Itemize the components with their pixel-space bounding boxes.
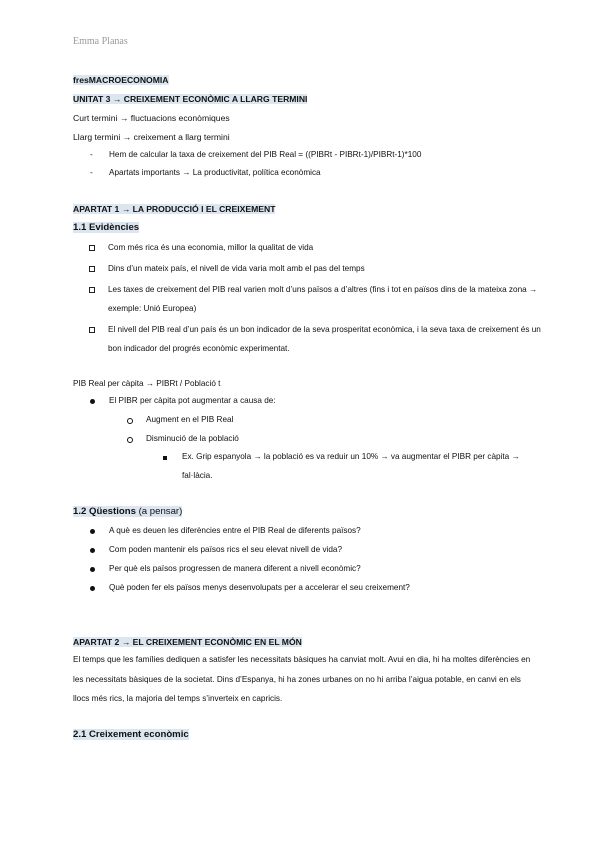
bullet-item-text: El PIBR per càpita pot augmentar a causa de: — [109, 396, 276, 405]
subsection-heading-1-1 — [73, 222, 139, 234]
course-title — [73, 74, 169, 86]
checklist-item-text: El nivell del PIB real d’un país és un bon indicador de la seva prosperitat econòmica, i la seva taxa de creixement és un bon indicador del progrés econòmic experimentat. — [108, 325, 541, 353]
checkbox-icon — [89, 266, 95, 272]
dash-item — [90, 168, 321, 177]
bullet-dot-icon — [90, 529, 95, 534]
unit-title — [73, 93, 307, 105]
long-term-line: Llarg termini → creixement a llarg termini — [73, 132, 230, 142]
course-title-text: fresMACROECONOMIA — [73, 75, 169, 85]
question-text: A què es deuen les diferències entre el PIB Real de diferents països? — [109, 526, 361, 535]
example-text: Ex. Grip espanyola → la població es va reduir un 10% → va augmentar el PIBR per càpita → fal·làcia. — [182, 452, 520, 480]
checklist-item-text: Dins d’un mateix país, el nivell de vida varia molt amb el pas del temps — [108, 264, 365, 273]
checkbox-icon — [89, 245, 95, 251]
subsection-heading-main: 1.2 Qüestions — [73, 506, 136, 517]
question-text: Per què els països progressen de manera diferent a nivell econòmic? — [109, 564, 361, 573]
question-text: Com poden mantenir els països rics el seu elevat nivell de vida? — [109, 545, 343, 554]
bullet-dot-icon — [90, 586, 95, 591]
section-heading-apartat-2 — [73, 636, 302, 648]
subsection-heading-text — [73, 506, 182, 517]
dash-mark: - — [90, 168, 93, 177]
subsection-heading-text: 2.1 Creixement econòmic — [73, 729, 189, 740]
sub-bullet-text: Disminució de la població — [146, 434, 239, 443]
bullet-dot-icon — [90, 567, 95, 572]
apartat-2-paragraph: El temps que les famílies dediquen a satisfer les necessitats bàsiques ha canviat molt. Avui en dia, hi ha moltes diferències en les necessitats bàsiques de la societat. Dins d’Espanya, hi ha zones urbanes on no hi arriba l’aigua potable, en canvi en els llocs més rics, la majoria del temps s’inverteix en capricis. — [73, 655, 531, 703]
checkbox-icon — [89, 287, 95, 293]
sub-bullet-text: Augment en el PIB Real — [146, 415, 234, 424]
bullet-circle-icon — [127, 437, 133, 443]
subsection-heading-1-2 — [73, 506, 182, 518]
dash-item-text: Hem de calcular la taxa de creixement del PIB Real = ((PIBRt - PIBRt-1)/PIBRt-1)*100 — [109, 150, 422, 159]
section-heading-apartat-1 — [73, 203, 275, 215]
dash-item-text: Apartats importants → La productivitat, política econòmica — [109, 168, 321, 177]
checkbox-icon — [89, 327, 95, 333]
checklist-item-text: Les taxes de creixement del PIB real varien molt d’uns països a d’altres (fins i tot en països dins de la mateixa zona → exemple: Unió Europea) — [108, 285, 538, 313]
section-heading-text: APARTAT 1 → LA PRODUCCIÓ I EL CREIXEMENT — [73, 204, 276, 214]
subsection-heading-2-1 — [73, 729, 189, 741]
short-term-line: Curt termini → fluctuacions econòmiques — [73, 113, 230, 123]
subsection-heading-text: 1.1 Evidències — [73, 222, 140, 233]
dash-item — [90, 150, 421, 159]
section-heading-text: APARTAT 2 → EL CREIXEMENT ECONÒMIC EN EL MÓN — [73, 637, 302, 647]
checklist-item-text: Com més rica és una economia, millor la qualitat de vida — [108, 243, 314, 252]
author-header: Emma Planas — [73, 36, 128, 47]
bullet-dot-icon — [90, 548, 95, 553]
bullet-circle-icon — [127, 418, 133, 424]
unit-title-text: UNITAT 3 → CREIXEMENT ECONÒMIC A LLARG TERMINI — [73, 94, 308, 104]
bullet-square-icon — [163, 456, 167, 460]
dash-mark: - — [90, 150, 93, 159]
question-text: Què poden fer els països menys desenvolupats per a accelerar el seu creixement? — [109, 583, 410, 592]
pib-per-capita-formula: PIB Real per càpita → PIBRt / Població t — [73, 379, 221, 388]
subsection-heading-suffix: (a pensar) — [135, 506, 183, 517]
bullet-dot-icon — [90, 399, 95, 404]
